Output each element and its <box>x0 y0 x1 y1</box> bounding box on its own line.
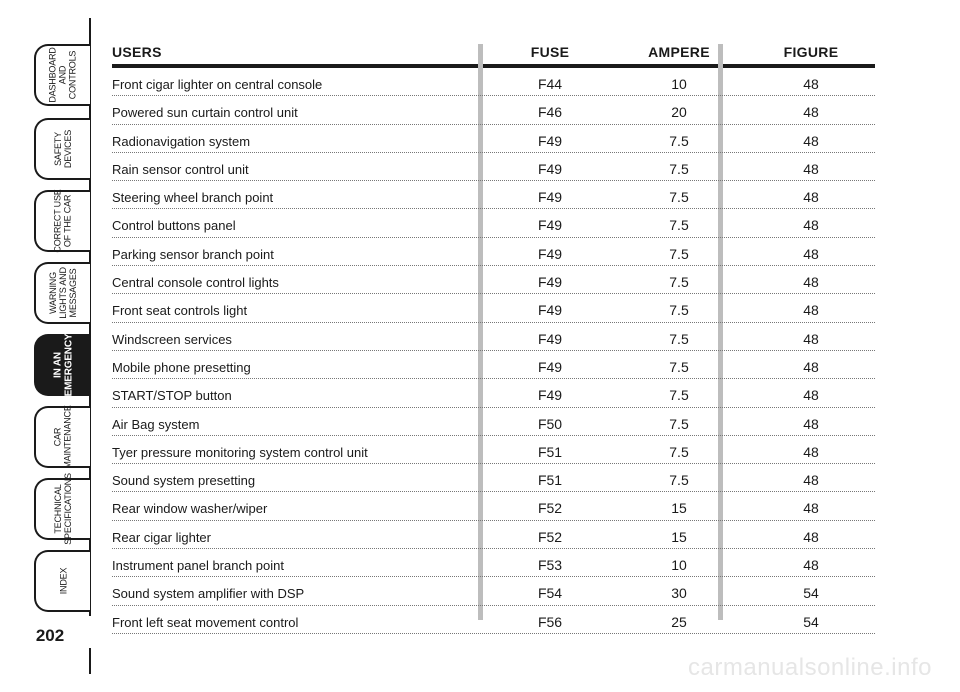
table-row <box>112 577 875 605</box>
cell-figure: 48 <box>803 330 819 347</box>
cell-fuse: F49 <box>537 217 563 234</box>
tab-in-an-emergency[interactable] <box>34 334 90 396</box>
cell-fuse: F49 <box>537 302 563 319</box>
cell-fuse: F52 <box>537 528 563 545</box>
cell-fuse: F52 <box>537 500 563 517</box>
tab-label: TECHNICAL SPECIFICATIONS <box>53 473 74 545</box>
cell-figure: 48 <box>803 557 819 574</box>
table-row <box>112 521 875 549</box>
cell-figure: 48 <box>803 415 819 432</box>
cell-fuse: F49 <box>537 245 563 262</box>
cell-fuse: F49 <box>537 358 563 375</box>
cell-user: Air Bag system <box>112 416 200 432</box>
cell-user: Control buttons panel <box>112 218 236 234</box>
cell-ampere: 7.5 <box>669 245 689 262</box>
cell-fuse: F54 <box>537 585 563 602</box>
page-number: 202 <box>35 626 65 645</box>
cell-fuse: F53 <box>537 557 563 574</box>
nav-divider-line-bottom <box>89 648 91 674</box>
cell-fuse: F50 <box>537 415 563 432</box>
table-row <box>112 96 875 124</box>
cell-fuse: F49 <box>537 132 563 149</box>
tab-dashboard-and-controls[interactable] <box>34 44 90 106</box>
cell-ampere: 7.5 <box>669 472 689 489</box>
cell-user: Powered sun curtain control unit <box>112 105 298 121</box>
cell-figure: 48 <box>803 76 819 92</box>
table-row <box>112 153 875 181</box>
cell-ampere: 15 <box>671 500 687 517</box>
cell-user: Rear window washer/wiper <box>112 501 268 517</box>
cell-user: Tyer pressure monitoring system control unit <box>112 444 368 460</box>
table-row <box>112 238 875 266</box>
chapter-navigation <box>0 0 96 692</box>
tab-technical-specifications[interactable] <box>34 473 90 545</box>
cell-user: Sound system presetting <box>112 473 256 489</box>
cell-fuse: F56 <box>537 613 563 630</box>
table-row <box>112 492 875 520</box>
tab-correct-use[interactable] <box>34 190 90 252</box>
table-row <box>112 408 875 436</box>
cell-user: Parking sensor branch point <box>112 246 274 262</box>
cell-user: Front cigar lighter on central console <box>112 77 323 92</box>
cell-user: Windscreen services <box>112 331 232 347</box>
table-row <box>112 209 875 237</box>
cell-fuse: F44 <box>537 76 563 92</box>
cell-ampere: 7.5 <box>669 274 689 291</box>
header-fuse: FUSE <box>530 44 570 60</box>
cell-ampere: 25 <box>671 613 687 630</box>
cell-user: Front seat controls light <box>112 303 248 319</box>
cell-ampere: 7.5 <box>669 443 689 460</box>
cell-ampere: 7.5 <box>669 302 689 319</box>
cell-fuse: F49 <box>537 330 563 347</box>
table-row <box>112 379 875 407</box>
cell-fuse: F49 <box>537 189 563 206</box>
tab-label: CAR MAINTENANCE <box>53 405 73 469</box>
cell-user: Front left seat movement control <box>112 614 299 630</box>
tab-index[interactable] <box>34 550 90 612</box>
cell-user: Sound system amplifier with DSP <box>112 586 305 602</box>
cell-user: START/STOP button <box>112 388 232 404</box>
cell-fuse: F46 <box>537 104 563 121</box>
table-row <box>112 323 875 351</box>
watermark: carmanualsonline.info <box>688 654 932 681</box>
cell-figure: 48 <box>803 528 819 545</box>
tab-label: INDEX <box>57 567 68 595</box>
cell-figure: 48 <box>803 217 819 234</box>
table-row <box>112 266 875 294</box>
fuse-table <box>112 44 875 634</box>
cell-ampere: 7.5 <box>669 387 689 404</box>
cell-figure: 48 <box>803 472 819 489</box>
table-row <box>112 68 875 96</box>
cell-fuse: F51 <box>537 472 563 489</box>
cell-user: Rain sensor control unit <box>112 161 249 177</box>
cell-figure: 48 <box>803 189 819 206</box>
cell-figure: 48 <box>803 104 819 121</box>
cell-user: Steering wheel branch point <box>112 190 274 206</box>
cell-ampere: 7.5 <box>669 189 689 206</box>
cell-ampere: 20 <box>671 104 687 121</box>
header-ampere: AMPERE <box>648 44 710 60</box>
cell-figure: 48 <box>803 500 819 517</box>
tab-label: SAFETY DEVICES <box>53 129 73 169</box>
cell-figure: 48 <box>803 387 819 404</box>
tab-label: WARNING LIGHTS AND MESSAGES <box>47 267 78 319</box>
cell-fuse: F49 <box>537 387 563 404</box>
cell-ampere: 7.5 <box>669 160 689 177</box>
cell-figure: 48 <box>803 160 819 177</box>
tab-label: IN AN EMERGENCY <box>52 333 74 397</box>
cell-user: Radionavigation system <box>112 133 251 149</box>
cell-user: Central console control lights <box>112 275 279 291</box>
cell-figure: 48 <box>803 132 819 149</box>
table-row <box>112 294 875 322</box>
tab-warning-lights[interactable] <box>34 262 90 324</box>
cell-ampere: 7.5 <box>669 358 689 375</box>
cell-user: Instrument panel branch point <box>112 558 284 574</box>
cell-ampere: 30 <box>671 585 687 602</box>
table-header <box>112 44 875 64</box>
tab-label: CORRECT USE OF THE CAR <box>53 189 73 253</box>
cell-fuse: F49 <box>537 274 563 291</box>
cell-figure: 48 <box>803 358 819 375</box>
header-figure: FIGURE <box>783 44 839 60</box>
cell-ampere: 10 <box>671 557 687 574</box>
cell-figure: 54 <box>803 585 819 602</box>
tab-safety-devices[interactable] <box>34 118 90 180</box>
table-row <box>112 125 875 153</box>
table-row <box>112 436 875 464</box>
table-row <box>112 606 875 634</box>
cell-ampere: 10 <box>671 76 687 92</box>
header-users: USERS <box>112 44 162 60</box>
cell-ampere: 15 <box>671 528 687 545</box>
cell-ampere: 7.5 <box>669 217 689 234</box>
cell-user: Rear cigar lighter <box>112 529 211 545</box>
table-row <box>112 549 875 577</box>
cell-figure: 48 <box>803 443 819 460</box>
cell-figure: 48 <box>803 302 819 319</box>
cell-ampere: 7.5 <box>669 132 689 149</box>
table-row <box>112 464 875 492</box>
cell-figure: 48 <box>803 245 819 262</box>
cell-ampere: 7.5 <box>669 330 689 347</box>
cell-figure: 54 <box>803 613 819 630</box>
table-body <box>112 68 875 634</box>
cell-user: Mobile phone presetting <box>112 359 251 375</box>
cell-figure: 48 <box>803 274 819 291</box>
cell-fuse: F51 <box>537 443 563 460</box>
cell-fuse: F49 <box>537 160 563 177</box>
cell-ampere: 7.5 <box>669 415 689 432</box>
tab-label: DASHBOARD AND CONTROLS <box>48 47 78 103</box>
table-row <box>112 181 875 209</box>
table-row <box>112 351 875 379</box>
tab-car-maintenance[interactable] <box>34 406 90 468</box>
